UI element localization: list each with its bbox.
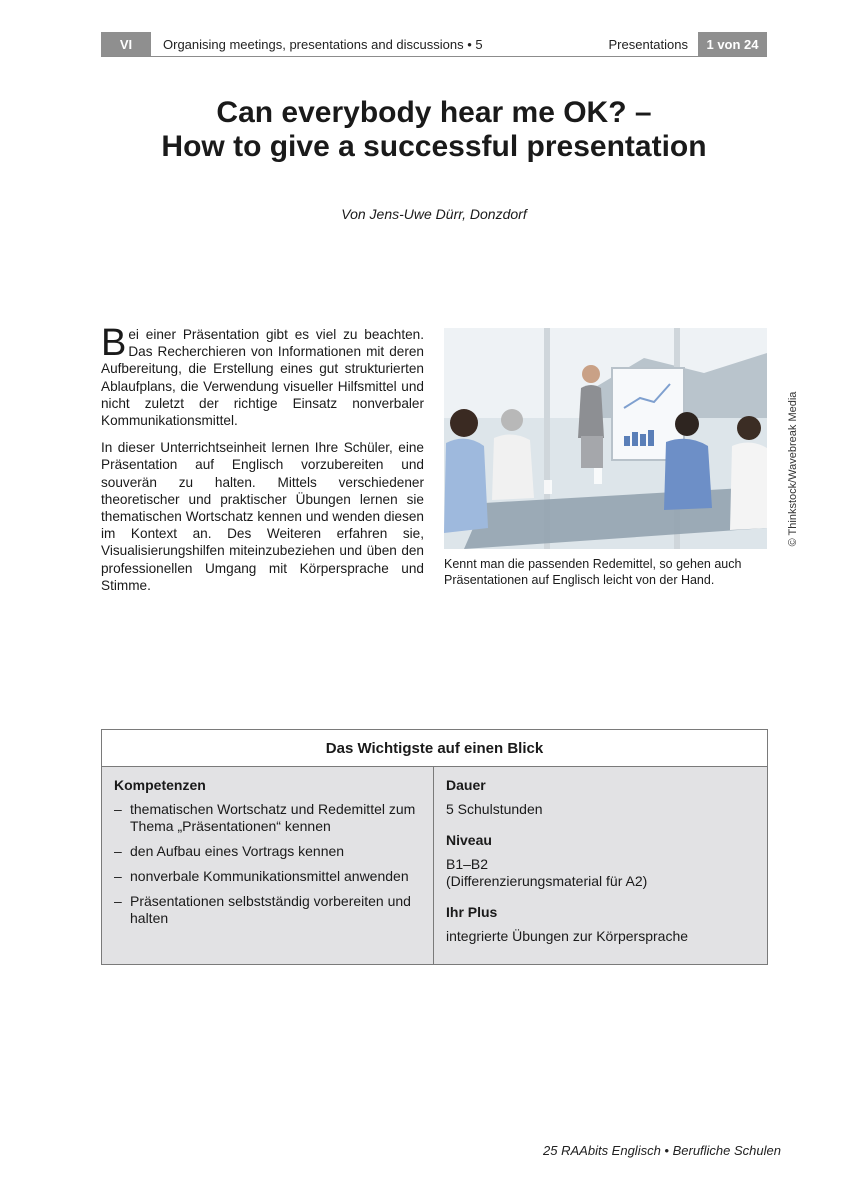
meeting-illustration — [444, 328, 767, 549]
competency-item: – den Aufbau eines Vortrags kennen — [114, 843, 421, 860]
level-note: (Differenzierungsmaterial für A2) — [446, 873, 648, 889]
intro-paragraph-1 — [101, 322, 424, 429]
plus-heading: Ihr Plus — [446, 904, 498, 920]
intro-text — [101, 322, 424, 604]
meeting-photo — [444, 328, 767, 549]
page-counter: 1 von 24 — [698, 32, 767, 56]
summary-box — [101, 729, 768, 965]
chapter-badge: VI — [101, 32, 151, 56]
duration-heading: Dauer — [446, 777, 486, 793]
series-title: Organising meetings, presentations and discussions • 5 — [163, 36, 483, 52]
duration-value: 5 Schulstunden — [446, 801, 543, 817]
level-range: B1–B2 — [446, 856, 489, 872]
competency-item: – thematischen Wortschatz und Redemittel zum Thema „Präsentationen“ kennen — [114, 801, 421, 835]
photo-caption: Kennt man die passenden Redemittel, so gehen auch Präsentationen auf Englisch leicht von der Hand. — [444, 557, 742, 587]
page-footer: 25 RAAbits Englisch • Berufliche Schulen — [543, 1143, 781, 1158]
drop-cap: B — [101, 322, 127, 364]
details-column — [434, 767, 767, 964]
level-heading: Niveau — [446, 832, 492, 848]
intro-paragraph-2: In dieser Unterrichtseinheit lernen Ihre Schüler, eine Präsentation auf Englisch vorzubereiten und souverän zu halten. Mittels verschiedener theoretischer und praktischer Übungen lernen sie thematischen Wortschatz kennen und wenden diesen im Kontext an. Des Weiteren erfahren sie, Visualisierungshilfen miteinzubeziehen und üben den professionellen Umgang mit Körpersprache und Stimme. — [101, 440, 424, 593]
author-line: Von Jens-Uwe Dürr, Donzdorf — [341, 206, 527, 222]
summary-box-title: Das Wichtigste auf einen Blick — [102, 730, 767, 767]
page-header — [101, 32, 767, 57]
plus-value: integrierte Übungen zur Körpersprache — [446, 928, 689, 944]
photo-credit: © Thinkstock/Wavebreak Media — [787, 391, 799, 547]
topic-label: Presentations — [608, 36, 688, 52]
competency-item: – nonverbale Kommunikationsmittel anwenden — [114, 868, 421, 885]
competencies-list — [114, 801, 421, 927]
page-title — [60, 96, 808, 164]
competencies-heading: Kompetenzen — [114, 777, 206, 793]
competencies-column — [102, 767, 434, 964]
competency-item: – Präsentationen selbstständig vorbereiten und halten — [114, 893, 421, 927]
level-value — [446, 856, 755, 890]
title-line-2: How to give a successful presentation — [161, 130, 707, 163]
title-line-1: Can everybody hear me OK? – — [216, 96, 652, 129]
intro-paragraph-1-text: ei einer Präsentation gibt es viel zu beachten. Das Recherchieren von Informationen mit deren Aufbereitung, die Erstellung eines gut strukturierten Ablaufplans, die Verwendung visueller Hilfsmittel und nicht zuletzt der richtige Einsatz nonverbaler Kommunikationsmittel. — [101, 327, 424, 429]
